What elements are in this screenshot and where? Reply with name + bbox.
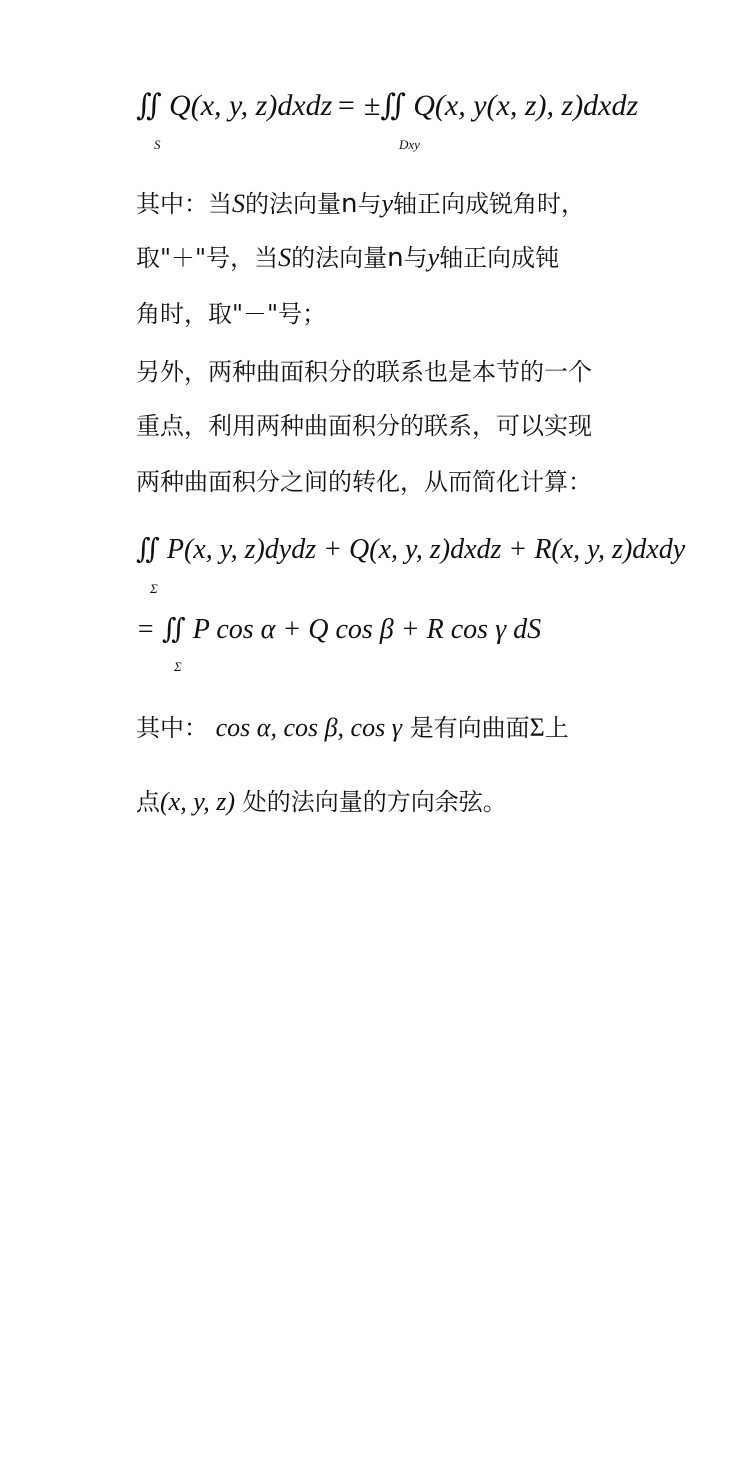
formula-2-line-1: ∬ P(x, y, z)dydz + Q(x, y, z)dxdz + R(x, y, z)dxdy [136,534,686,565]
p1-l2-d: 轴正向成钝 [439,244,560,272]
p1-l1-d: 轴正向成锐角时， [393,190,586,218]
p3-l1-math: cos α, cos β, cos γ [215,713,402,742]
formula-1-rhs-subscript: Dxy [399,137,420,152]
formula-2-sub-2: Σ [174,659,182,674]
p3-l2-math: (x, y, z) [160,787,236,816]
paragraph-3-line-1 [136,712,569,744]
paragraph-1-line-1 [136,188,585,220]
p1-l2-n: n [387,243,404,273]
paragraph-2-line-2: 重点，利用两种曲面积分的联系，可以实现 [136,412,592,440]
p3-l2-b: 处的法向量的方向余弦。 [242,788,507,816]
p3-l1-sigma: Σ [529,713,545,742]
paragraph-1-line-2 [136,242,559,274]
p1-l1-c: 与 [357,190,382,218]
p1-l2-y: y [427,243,440,272]
formula-1-lhs-subscript: S [154,137,161,152]
paragraph-3-line-2 [136,786,507,818]
formula-1-lhs-text: ∬ Q(x, y, z)dxdz [136,89,333,122]
paragraph-2-line-3: 两种曲面积分之间的转化，从而简化计算： [136,468,592,496]
formula-2-sub-1: Σ [150,581,158,596]
p3-l1-c: 上 [544,714,569,742]
p1-l1-y: y [381,189,394,218]
formula-1-rhs-text: = ±∬ Q(x, y(x, z), z)dxdz [336,89,639,122]
p3-l1-b: 是有向曲面 [409,714,530,742]
p1-l2-a: 取"＋"号，当 [136,244,279,272]
p1-l2-c: 与 [403,244,428,272]
paragraph-2-line-1: 另外，两种曲面积分的联系也是本节的一个 [136,358,592,386]
formula-2-line-2: = ∬ P cos α + Q cos β + R cos γ dS [136,614,542,645]
p1-l1-s: S [232,189,245,218]
paragraph-1-line-3: 角时，取"－"号； [136,300,327,328]
p1-l1-n: n [341,189,358,219]
p1-l1-a: 其中：当 [136,190,232,218]
formula-1-rhs [336,88,638,124]
p1-l1-b: 的法向量 [245,190,341,218]
p3-l1-a: 其中： [136,714,208,742]
p1-l2-s: S [278,243,292,272]
formula-1-lhs [136,88,332,124]
p1-l2-b: 的法向量 [291,244,388,272]
p3-l2-a: 点 [136,788,160,816]
